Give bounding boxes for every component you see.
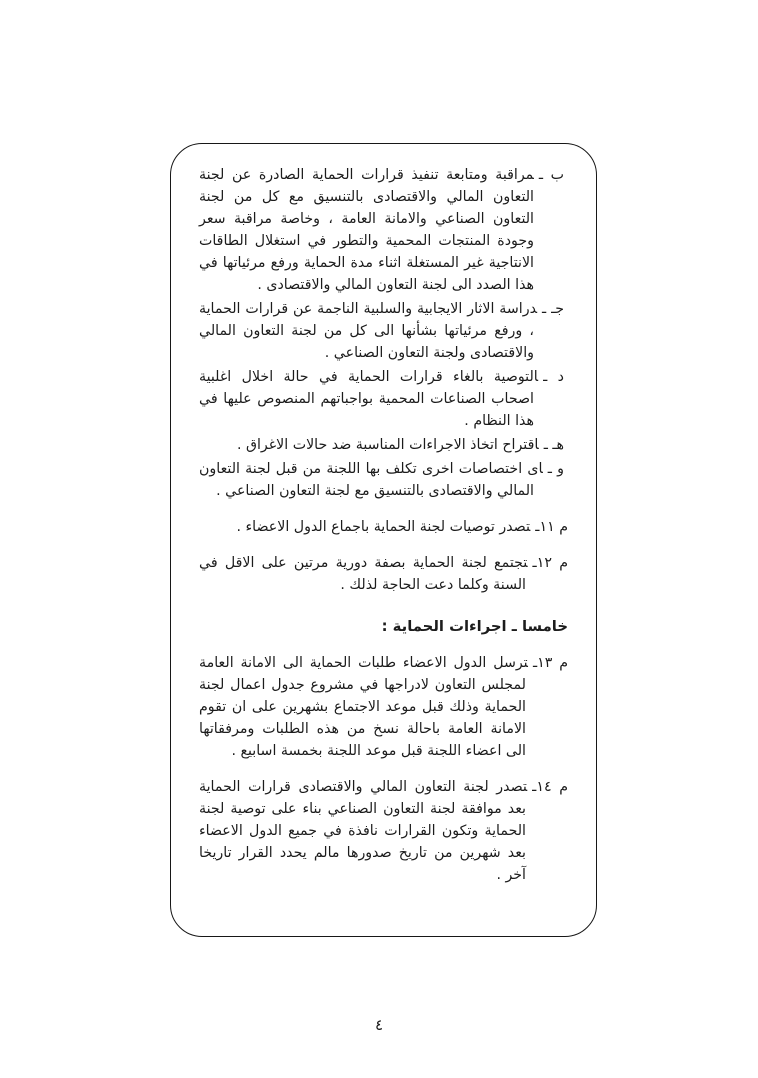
section-heading: خامسا ـ اجراءات الحماية : <box>381 618 568 635</box>
article-item-14 <box>199 776 568 886</box>
article-item-11 <box>199 516 568 538</box>
article-text: تصدر لجنة التعاون المالي والاقتصادى قرارات الحماية بعد موافقة لجنة التعاون الصناعي بناء على توصية لجنة الحماية وتكون القرارات نافذة في جميع الدول الاعضاء بعد شهرين من تاريخ صدورها مالم يحدد القرار تاريخا آخر . <box>199 779 528 883</box>
clause-text: مراقبة ومتابعة تنفيذ قرارات الحماية الصادرة عن لجنة التعاون المالي والاقتصادى بالتنسيق مع كل من لجنة التعاون الصناعي والامانة العامة ، وخاصة مراقبة سعر وجودة المنتجات المحمية والتطور في استغلال الطاقات الانتاجية غير المستغلة اثناء مدة الحماية ورفع مرئياتها في هذا الصدد الى لجنة التعاون المالي والاقتصادى . <box>199 167 534 293</box>
clause-marker: د ـ <box>543 369 565 385</box>
article-text: تصدر توصيات لجنة الحماية باجماع الدول الاعضاء . <box>236 519 531 535</box>
article-marker: م ١٤ـ <box>532 779 568 795</box>
clause-item-waw <box>199 458 564 502</box>
article-text: تجتمع لجنة الحماية بصفة دورية مرتين على الاقل في السنة وكلما دعت الحاجة لذلك . <box>199 555 528 593</box>
clause-marker: هـ ـ <box>543 437 564 453</box>
clause-item-b <box>199 164 564 296</box>
clause-text: اى اختصاصات اخرى تكلف بها اللجنة من قبل لجنة التعاون المالي والاقتصادى بالتنسيق مع لجنة التعاون الصناعي . <box>199 461 543 499</box>
clause-item-jeem <box>199 298 564 364</box>
article-text: ترسل الدول الاعضاء طلبات الحماية الى الامانة العامة لمجلس التعاون لادراجها في مشروع جدول اعمال لجنة الحماية وذلك قبل موعد الاجتماع بشهرين على ان تقوم الامانة العامة باحالة نسخ من هذه الطلبات ومرفقاتها الى اعضاء اللجنة قبل موعد اللجنة بخمسة اسابيع . <box>199 655 528 759</box>
article-marker: م ١٢ـ <box>532 555 568 571</box>
clause-marker: و ـ <box>547 461 564 477</box>
clause-text: التوصية بالغاء قرارات الحماية في حالة اخلال اغلبية اصحاب الصناعات المحمية بواجباتهم المنصوص عليها في هذا النظام . <box>199 369 539 429</box>
clause-text: دراسة الاثار الايجابية والسلبية الناجمة عن قرارات الحماية ، ورفع مرئياتها بشأنها الى كل من لجنة التعاون المالي والاقتصادى ولجنة التعاون الصناعي . <box>199 301 538 361</box>
clause-text: اقتراح اتخاذ الاجراءات المناسبة ضد حالات الاغراق . <box>236 437 539 453</box>
clause-marker: جـ ـ <box>542 301 565 317</box>
article-marker: م ١٣ـ <box>532 655 568 671</box>
article-marker: م ١١ـ <box>535 519 568 535</box>
page-number: ٤ <box>374 1016 384 1034</box>
clause-marker: ب ـ <box>538 167 564 183</box>
article-item-13 <box>199 652 568 762</box>
article-item-12 <box>199 552 568 596</box>
text-frame <box>170 143 597 937</box>
clause-item-dal <box>199 366 564 432</box>
clause-item-ha <box>199 434 564 456</box>
